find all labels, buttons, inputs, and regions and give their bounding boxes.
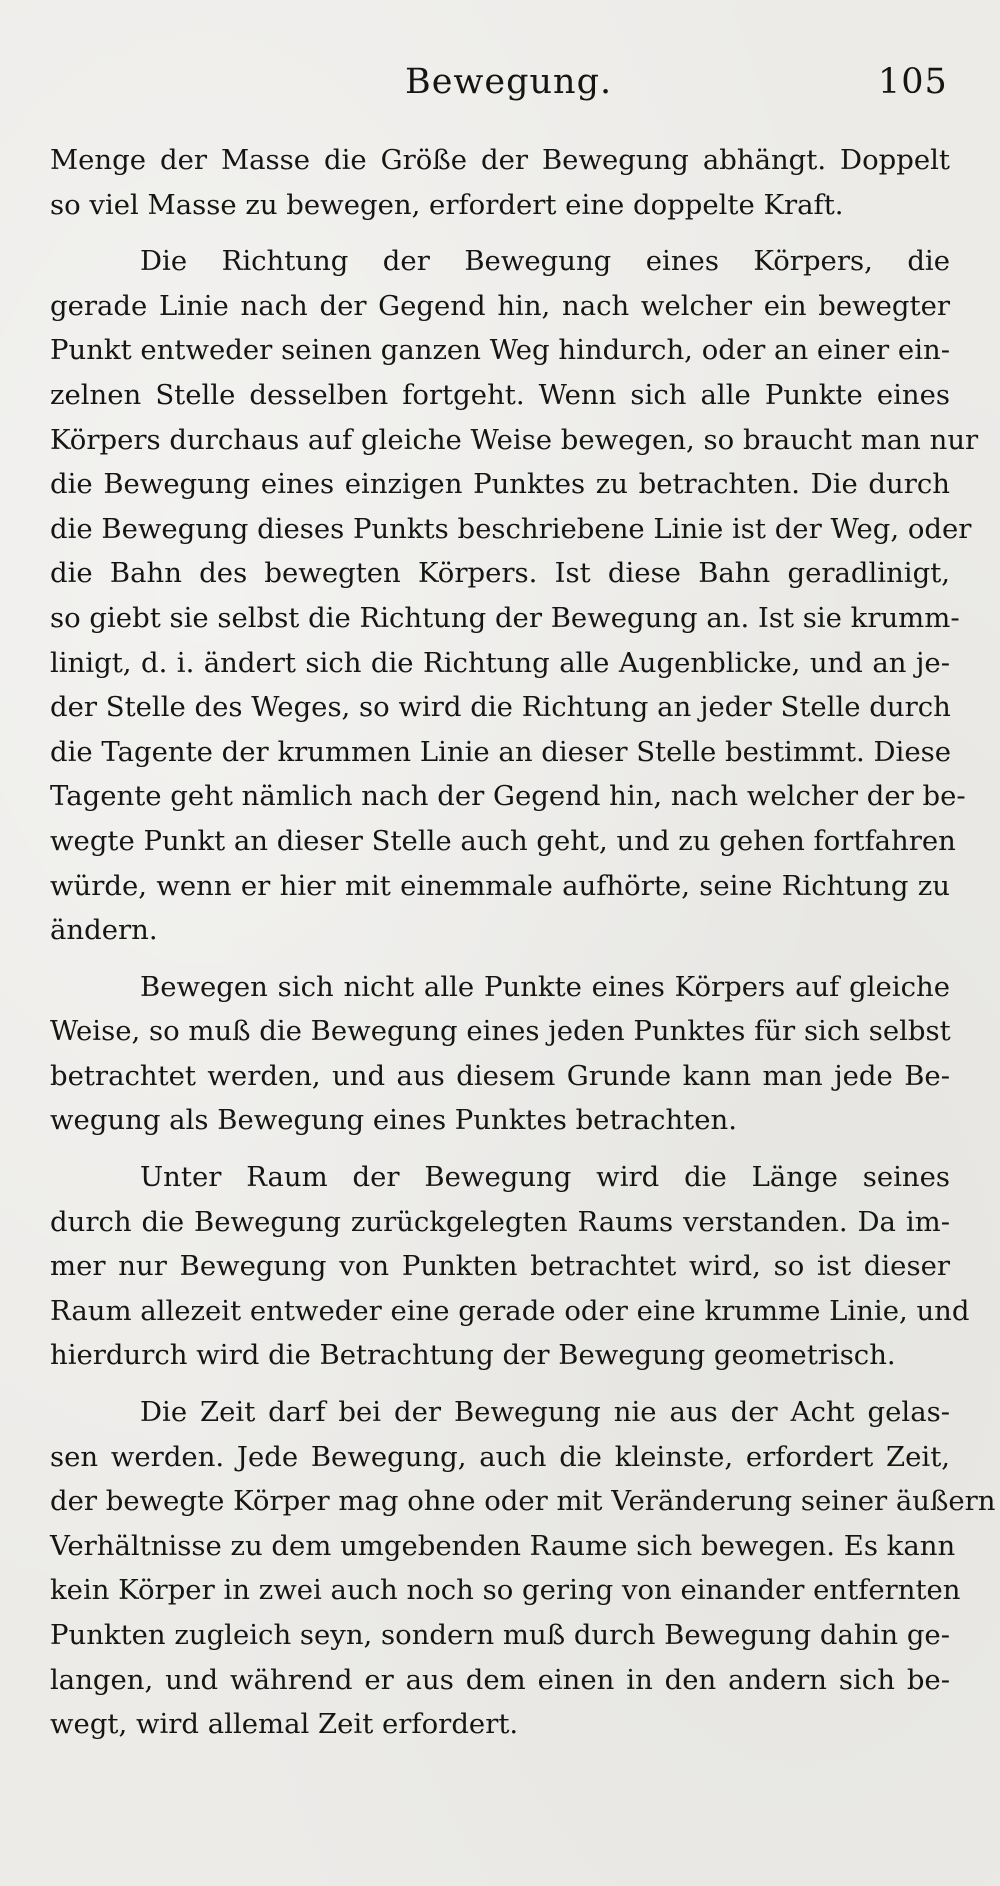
text-line: Punkten zugleich seyn, sondern muß durch Bewegung dahin ge- bbox=[50, 1619, 950, 1651]
text-line: Weise, so muß die Bewegung eines jeden Punktes für sich selbst bbox=[50, 1015, 951, 1048]
text-line: linigt, d. i. ändert sich die Richtung alle Augenblicke, und an je- bbox=[50, 646, 950, 679]
text-line: Raum allezeit entweder eine gerade oder eine krumme Linie, und bbox=[50, 1294, 970, 1327]
paragraph bbox=[50, 1390, 996, 1747]
text-line: so viel Masse zu bewegen, erfordert eine doppelte Kraft. bbox=[50, 188, 844, 221]
paragraph bbox=[50, 138, 950, 227]
text-line: Körpers durchaus auf gleiche Weise bewegen, so braucht man nur bbox=[50, 423, 979, 456]
text-line: die Tagente der krummen Linie an dieser Stelle bestimmt. Diese bbox=[50, 735, 952, 768]
text-line: hierdurch wird die Betrachtung der Bewegung geometrisch. bbox=[50, 1339, 896, 1372]
paragraph bbox=[50, 965, 950, 1143]
text-line: wegt, wird allemal Zeit erfordert. bbox=[50, 1708, 519, 1741]
text-line: Die Richtung der Bewegung eines Körpers, die bbox=[140, 245, 950, 278]
text-line: Die Zeit darf bei der Bewegung nie aus der Acht gelas- bbox=[140, 1396, 950, 1429]
text-line: würde, wenn er hier mit einemmale aufhörte, seine Richtung zu bbox=[50, 869, 950, 902]
paragraph-gap bbox=[50, 953, 950, 965]
paragraph-gap bbox=[50, 1378, 950, 1390]
text-line: gerade Linie nach der Gegend hin, nach welcher ein bewegter bbox=[50, 289, 950, 322]
text-line: die Bewegung eines einzigen Punktes zu betrachten. Die durch bbox=[50, 468, 950, 501]
body-text bbox=[50, 138, 996, 1747]
text-line: durch die Bewegung zurückgelegten Raums verstanden. Da im- bbox=[50, 1205, 950, 1238]
text-line: der Stelle des Weges, so wird die Richtung an jeder Stelle durch bbox=[50, 691, 951, 724]
text-line: der bewegte Körper mag ohne oder mit Veränderung seiner äußern bbox=[50, 1485, 996, 1518]
text-line: Menge der Masse die Größe der Bewegung abhängt. Doppelt bbox=[50, 144, 950, 176]
text-line: Punkt entweder seinen ganzen Weg hindurch, oder an einer ein- bbox=[50, 334, 950, 367]
paragraph bbox=[50, 239, 979, 953]
text-line: betrachtet werden, und aus diesem Grunde kann man jede Be- bbox=[50, 1059, 950, 1092]
text-line: Unter Raum der Bewegung wird die Länge seines bbox=[140, 1161, 950, 1194]
text-line: Tagente geht nämlich nach der Gegend hin, nach welcher der be- bbox=[50, 780, 966, 813]
text-line: die Bahn des bewegten Körpers. Ist diese Bahn geradlinigt, bbox=[50, 557, 950, 590]
page-title: Bewegung. bbox=[405, 62, 613, 102]
text-line: Bewegen sich nicht alle Punkte eines Körpers auf gleiche bbox=[140, 970, 950, 1003]
text-line: wegte Punkt an dieser Stelle auch geht, und zu gehen fortfahren bbox=[50, 824, 956, 857]
text-line: wegung als Bewegung eines Punktes betrachten. bbox=[50, 1104, 737, 1137]
paragraph bbox=[50, 1155, 970, 1378]
text-line: zelnen Stelle desselben fortgeht. Wenn sich alle Punkte eines bbox=[50, 378, 950, 411]
text-line: langen, und während er aus dem einen in den andern sich be- bbox=[50, 1663, 950, 1696]
text-line: Verhältnisse zu dem umgebenden Raume sich bewegen. Es kann bbox=[50, 1529, 956, 1562]
page-number: 105 bbox=[878, 62, 948, 102]
running-head bbox=[0, 62, 1000, 112]
text-line: die Bewegung dieses Punkts beschriebene Linie ist der Weg, oder bbox=[50, 512, 972, 545]
paragraph-gap bbox=[50, 227, 950, 239]
text-line: mer nur Bewegung von Punkten betrachtet wird, so ist dieser bbox=[50, 1250, 950, 1283]
text-line: so giebt sie selbst die Richtung der Bewegung an. Ist sie krumm- bbox=[50, 601, 960, 634]
paragraph-gap bbox=[50, 1143, 950, 1155]
text-line: kein Körper in zwei auch noch so gering von einander entfernten bbox=[50, 1574, 961, 1607]
text-line: sen werden. Jede Bewegung, auch die kleinste, erfordert Zeit, bbox=[50, 1440, 950, 1473]
text-line: ändern. bbox=[50, 914, 158, 947]
